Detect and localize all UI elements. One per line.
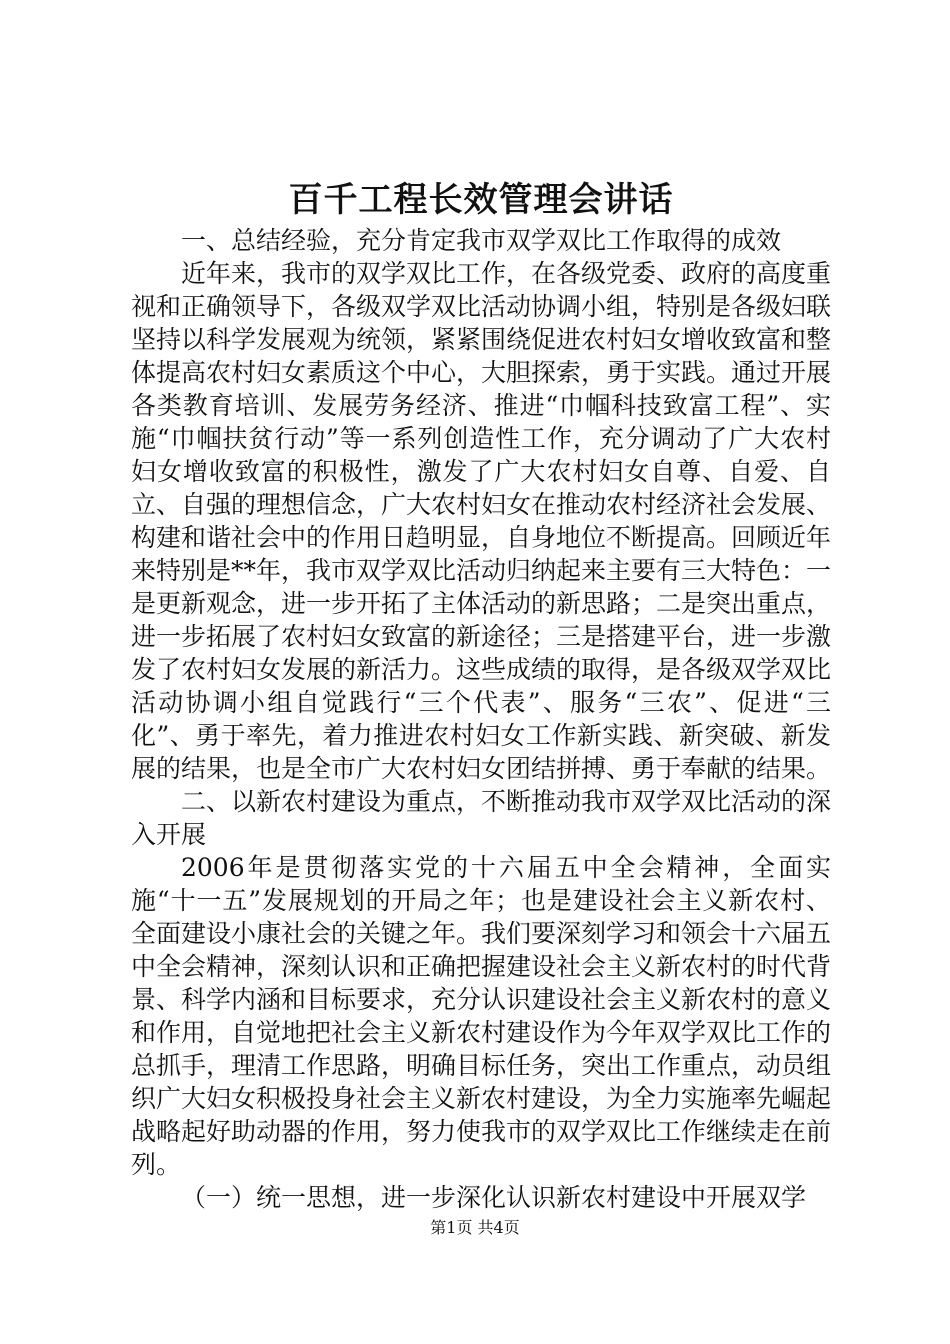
body-paragraph-2: 2006年是贯彻落实党的十六届五中全会精神，全面实施“十一五”发展规划的开局之年；也是建设社会主义新农村、全面建设小康社会的关键之年。我们要深刻学习和领会十六届五中全会精神，深刻认识和正确把握建设社会主义新农村的时代背景、科学内涵和目标要求，充分认识建设社会主义新农村的意义和作用，自觉地把社会主义新农村建设作为今年双学双比工作的总抓手，理清工作思路，明确目标任务，突出工作重点，动员组织广大妇女积极投身社会主义新农村建设，为全力实施率先崛起战略起好助动器的作用，努力使我市的双学双比工作继续走在前列。 — [131, 853, 832, 1179]
body-paragraph-1: 近年来，我市的双学双比工作，在各级党委、政府的高度重视和正确领导下，各级双学双比活动协调小组，特别是各级妇联坚持以科学发展观为统领，紧紧围绕促进农村妇女增收致富和整体提高农村妇女素质这个中心，大胆探索，勇于实践。通过开展各类教育培训、发展劳务经济、推进“巾帼科技致富工程”、实施“巾帼扶贫行动”等一系列创造性工作，充分调动了广大农村妇女增收致富的积极性，激发了广大农村妇女自尊、自爱、自立、自强的理想信念，广大农村妇女在推动农村经济社会发展、构建和谐社会中的作用日趋明显，自身地位不断提高。回顾近年来特别是**年，我市双学双比活动归纳起来主要有三大特色：一是更新观念，进一步开拓了主体活动的新思路；二是突出重点，进一步拓展了农村妇女致富的新途径；三是搭建平台，进一步激发了农村妇女发展的新活力。这些成绩的取得，是各级双学双比活动协调小组自觉践行“三个代表”、服务“三农”、促进“三化”、勇于率先，着力推进农村妇女工作新实践、新突破、新发展的结果，也是全市广大农村妇女团结拼搏、勇于奉献的结果。 — [131, 259, 832, 783]
heading-section-1: 一、总结经验，充分肯定我市双学双比工作取得的成效 — [181, 226, 782, 255]
heading-subsection-1: （一）统一思想，进一步深化认识新农村建设中开展双学 — [181, 1183, 807, 1212]
document-title: 百千工程长效管理会讲话 — [288, 180, 674, 220]
page-footer: 第1页 共4页 — [430, 1218, 520, 1237]
document-page — [131, 180, 831, 1214]
heading-section-2: 二、以新农村建设为重点，不断推动我市双学双比活动的深入开展 — [131, 787, 832, 849]
